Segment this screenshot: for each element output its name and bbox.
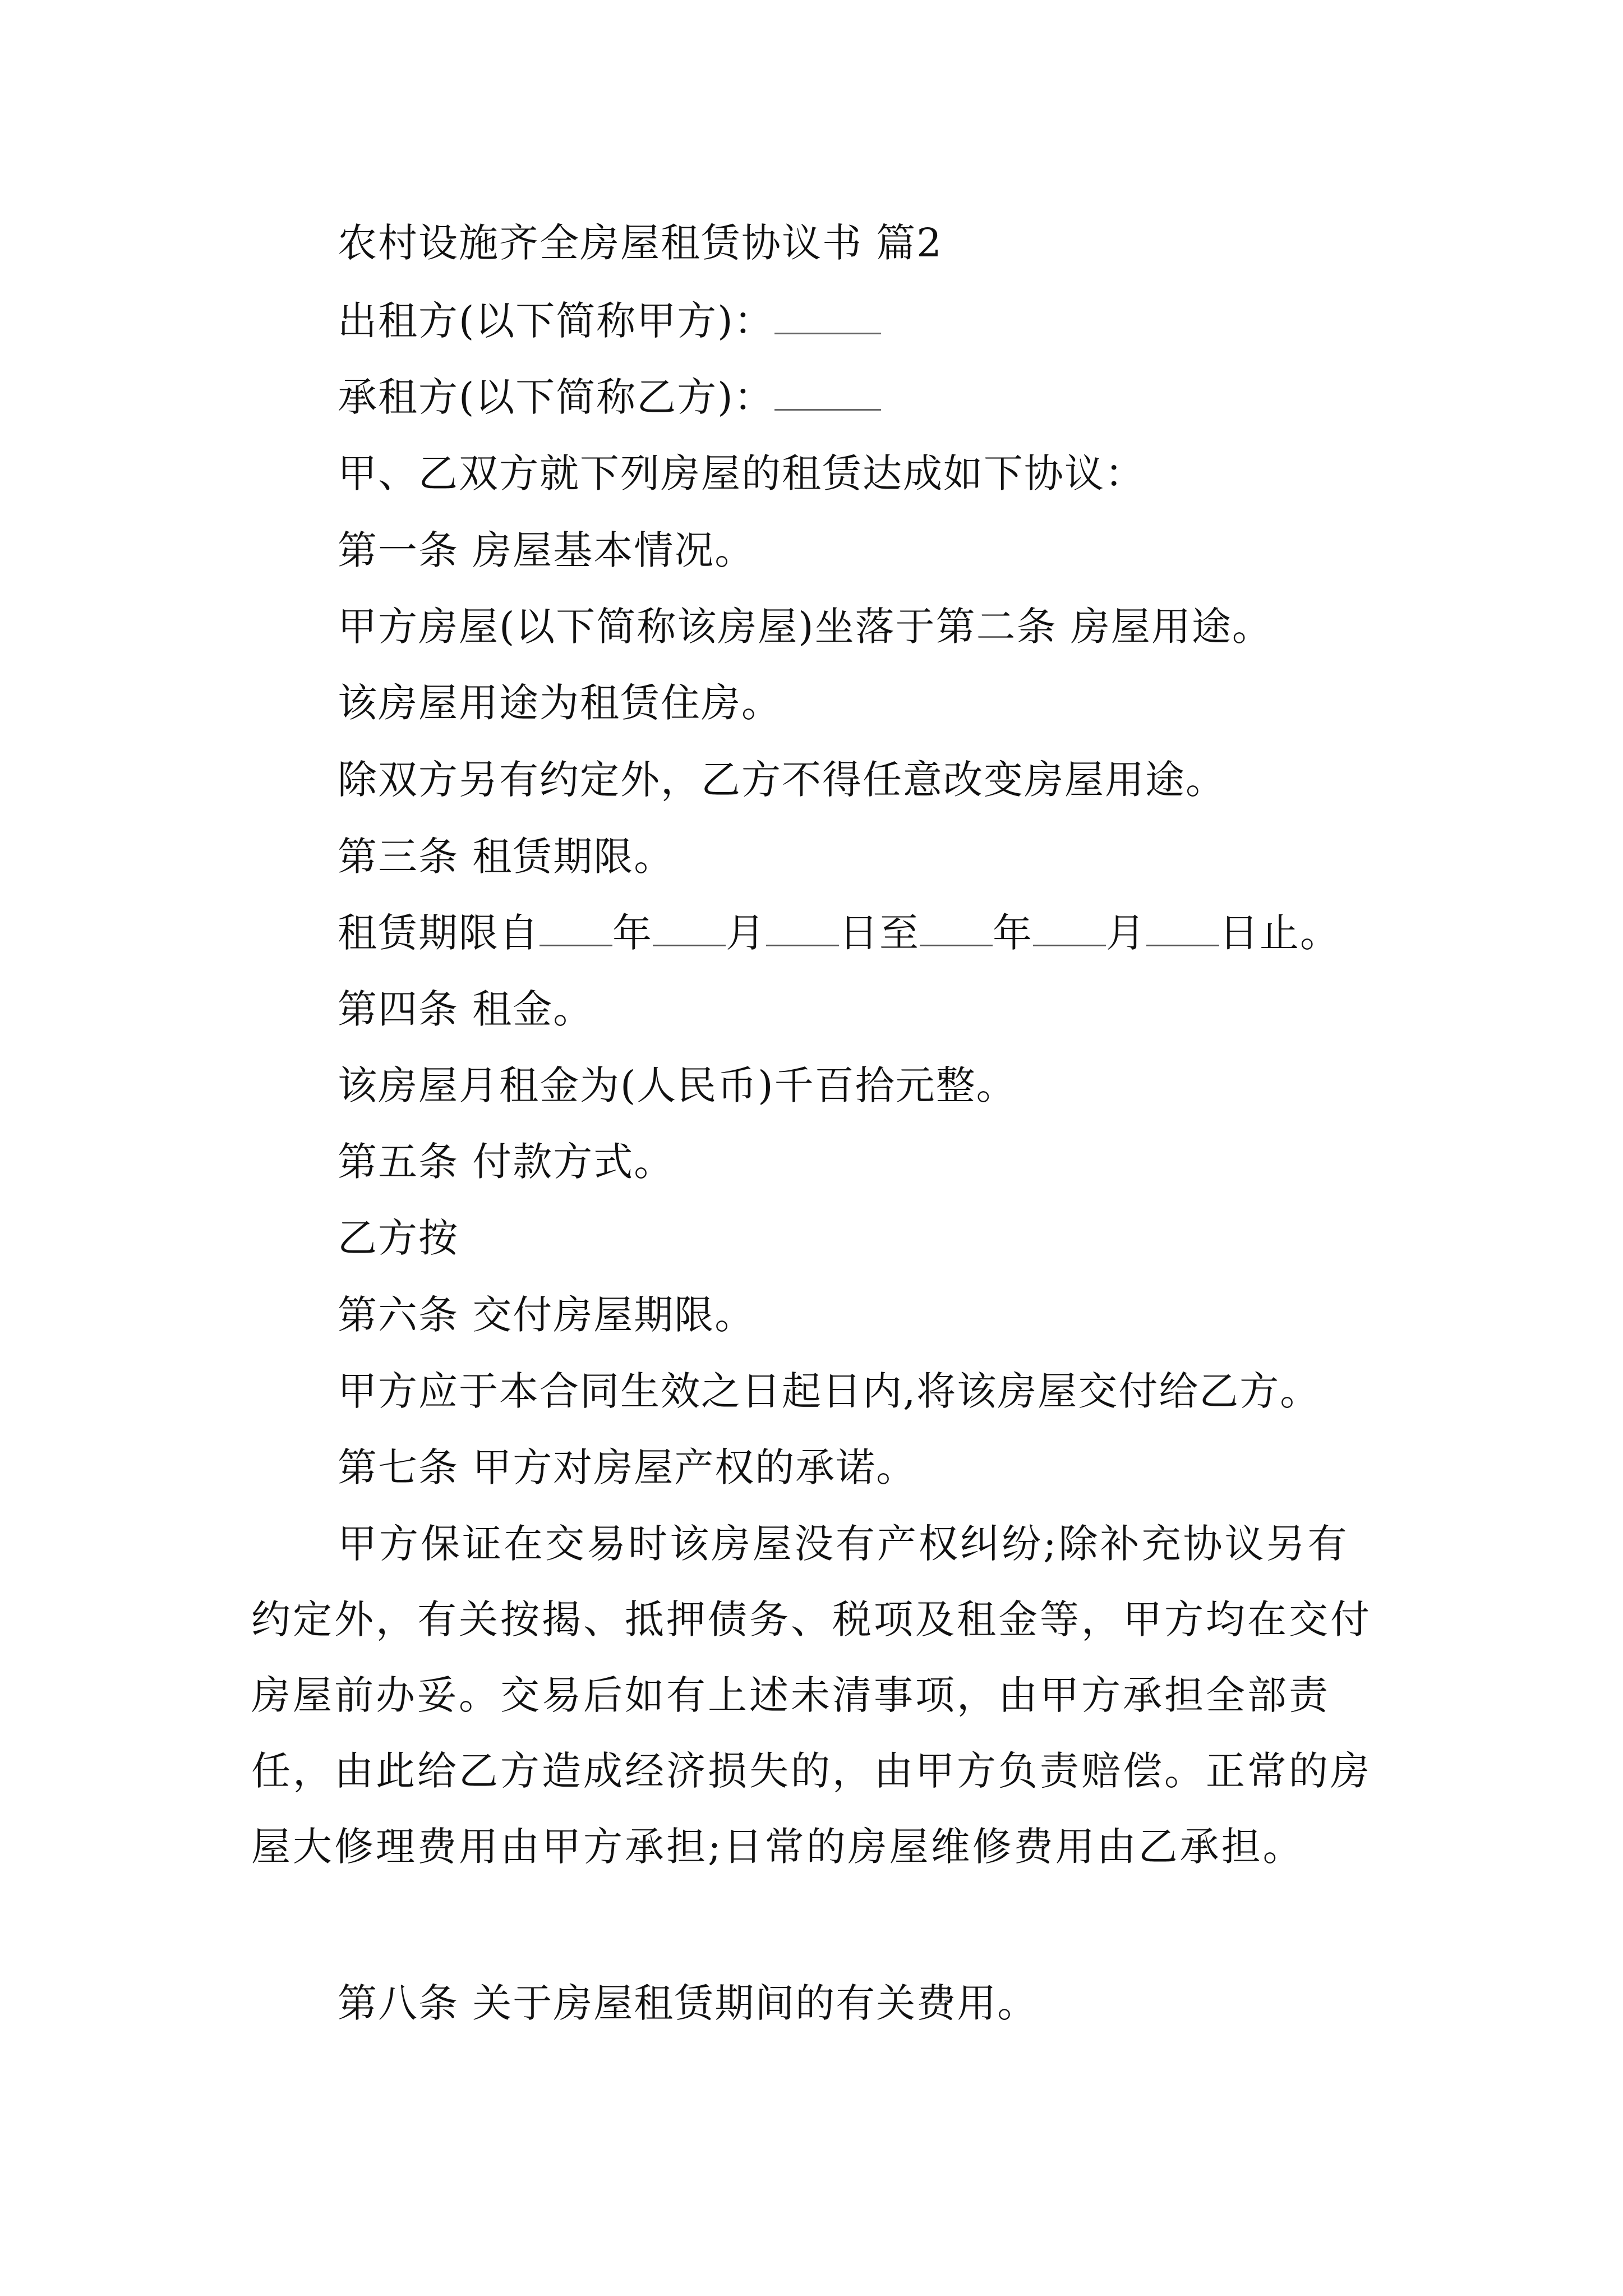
article-2-body-2: 除双方另有约定外，乙方不得任意改变房屋用途。 (338, 757, 1226, 803)
article-7-heading: 第七条 甲方对房屋产权的承诺。 (338, 1444, 917, 1490)
lessee-blank[interactable] (774, 378, 881, 411)
article-4-body: 该房屋月租金为(人民币)千百拾元整。 (338, 1062, 1017, 1108)
article-7-paragraph: 甲方保证在交易时该房屋没有产权纠纷;除补充协议另有约定外，有关按揭、抵押债务、税项及租金等，甲方均在交付房屋前办妥。交易后如有上述未清事项，由甲方承担全部责任，由此给乙方造成经济损失的，由甲方负责赔偿。正常的房屋大修理费用由甲方承担;日常的房屋维修费用由乙承担。 (251, 1521, 1372, 1870)
lessee-line: 承租方(以下简称乙方)： (338, 369, 881, 425)
end-day-blank[interactable] (1146, 914, 1219, 946)
article-1-body: 甲方房屋(以下简称该房屋)坐落于第二条 房屋用途。 (338, 604, 1272, 650)
article-8-heading: 第八条 关于房屋租赁期间的有关费用。 (338, 1980, 1038, 2026)
start-month-blank[interactable] (653, 914, 726, 946)
article-5-body: 乙方按 (338, 1215, 459, 1261)
lessor-line: 出租方(以下简称甲方)： (338, 293, 881, 349)
end-year-blank[interactable] (920, 914, 993, 946)
article-1-heading: 第一条 房屋基本情况。 (338, 527, 755, 573)
intro-line: 甲、乙双方就下列房屋的租赁达成如下协议： (338, 450, 1145, 496)
document-title: 农村设施齐全房屋租赁协议书 篇2 (338, 220, 943, 266)
lessor-blank[interactable] (774, 302, 881, 334)
article-6-heading: 第六条 交付房屋期限。 (338, 1292, 755, 1338)
end-month-blank[interactable] (1033, 914, 1106, 946)
article-5-heading: 第五条 付款方式。 (338, 1139, 675, 1185)
lease-term-line: 租赁期限自 年 月 日至 年 月 日止。 (338, 910, 1340, 956)
start-day-blank[interactable] (766, 914, 839, 946)
article-6-body: 甲方应于本合同生效之日起日内,将该房屋交付给乙方。 (338, 1368, 1321, 1414)
start-year-blank[interactable] (540, 914, 612, 946)
article-4-heading: 第四条 租金。 (338, 986, 594, 1032)
article-3-heading: 第三条 租赁期限。 (338, 834, 675, 880)
article-2-body-1: 该房屋用途为租赁住房。 (338, 680, 782, 726)
